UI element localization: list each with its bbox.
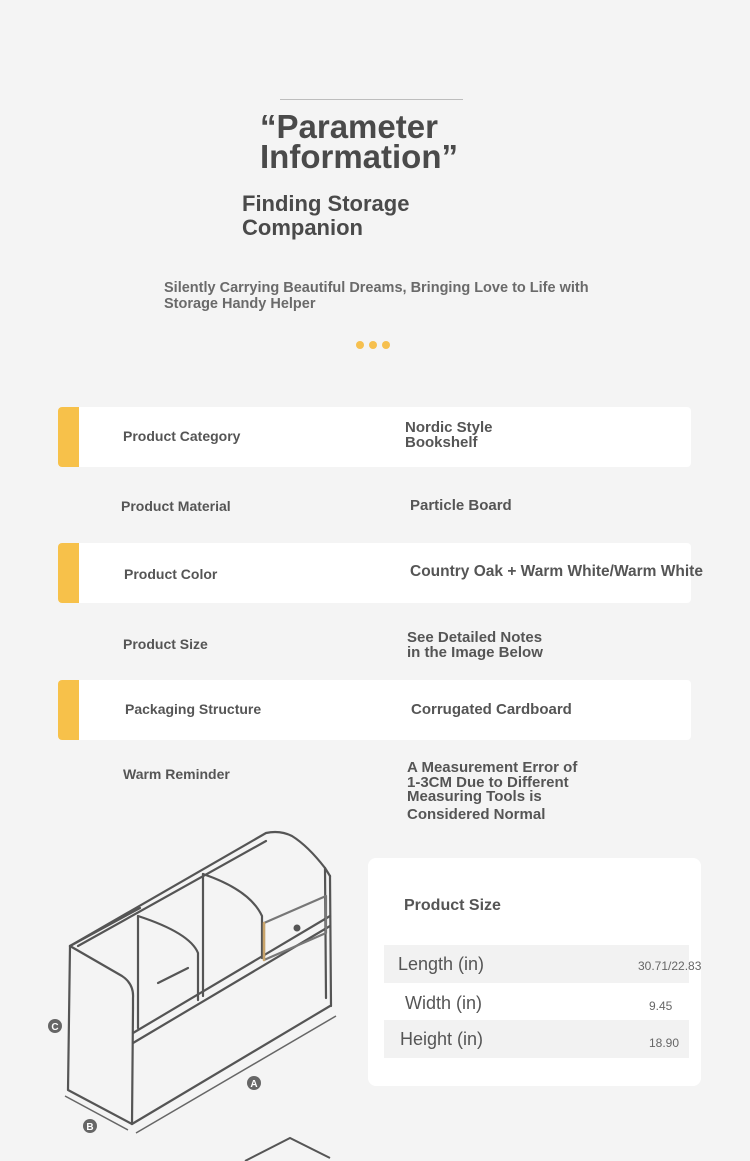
marker-c-label: C — [51, 1022, 59, 1033]
subtitle-line-2: Companion — [242, 215, 363, 240]
tagline-line-1: Silently Carrying Beautiful Dreams, Bringing Love to Life with — [164, 280, 589, 296]
dot-icon — [356, 341, 364, 349]
param-value-packaging: Corrugated Cardboard — [411, 701, 572, 718]
param-value-reminder — [407, 761, 577, 822]
param-value-line: See Detailed Notes — [407, 629, 543, 646]
param-value-line: A Measurement Error of — [407, 759, 578, 776]
tagline — [164, 280, 594, 312]
param-label-material: Product Material — [121, 498, 231, 514]
tagline-line-2: Storage Handy Helper — [164, 296, 316, 312]
dimension-label-length: Length (in) — [398, 954, 485, 974]
header-divider — [280, 99, 463, 100]
dot-icon — [382, 341, 390, 349]
dimension-label-width: Width (in) — [405, 993, 483, 1013]
dimension-value-height: 18.90 — [649, 1036, 680, 1050]
param-label-packaging: Packaging Structure — [125, 701, 262, 717]
param-value-material: Particle Board — [410, 497, 512, 514]
param-value-size — [407, 630, 543, 660]
param-label-size: Product Size — [123, 636, 208, 652]
param-value-line: Bookshelf — [405, 434, 478, 451]
param-value-line: Measuring Tools is — [407, 788, 542, 805]
param-value-line: Considered Normal — [407, 805, 546, 823]
marker-a-icon — [247, 1076, 261, 1090]
product-size-title: Product Size — [404, 897, 501, 914]
accent-bar — [58, 680, 79, 740]
dimension-value-width: 9.45 — [649, 999, 673, 1013]
dimension-label-height: Height (in) — [400, 1029, 484, 1049]
dimension-value-length: 30.71/22.83 — [638, 959, 702, 973]
param-value-line: Nordic Style — [405, 419, 493, 436]
marker-c-icon — [48, 1019, 62, 1033]
subtitle-line-1: Finding Storage — [242, 191, 410, 216]
accent-bar — [58, 407, 79, 467]
param-label-color: Product Color — [124, 566, 218, 582]
title-line-2: Information” — [260, 138, 458, 175]
marker-b-label: B — [86, 1122, 94, 1133]
page-subtitle — [242, 192, 502, 240]
param-label-reminder: Warm Reminder — [123, 766, 230, 782]
param-value-line: in the Image Below — [407, 644, 543, 661]
bookshelf-drawing — [40, 828, 350, 1161]
param-label-category: Product Category — [123, 428, 241, 444]
param-value-line: 1-3CM Due to Different — [407, 773, 569, 791]
accent-bar — [58, 543, 79, 603]
dot-icon — [369, 341, 377, 349]
title-line-1: “Parameter — [260, 108, 438, 145]
marker-b-icon — [83, 1119, 97, 1133]
param-value-color: Country Oak + Warm White/Warm White — [410, 563, 703, 580]
page-title — [260, 108, 520, 175]
marker-a-label: A — [250, 1079, 258, 1090]
param-value-category — [405, 420, 493, 450]
decorative-dots — [356, 341, 390, 349]
